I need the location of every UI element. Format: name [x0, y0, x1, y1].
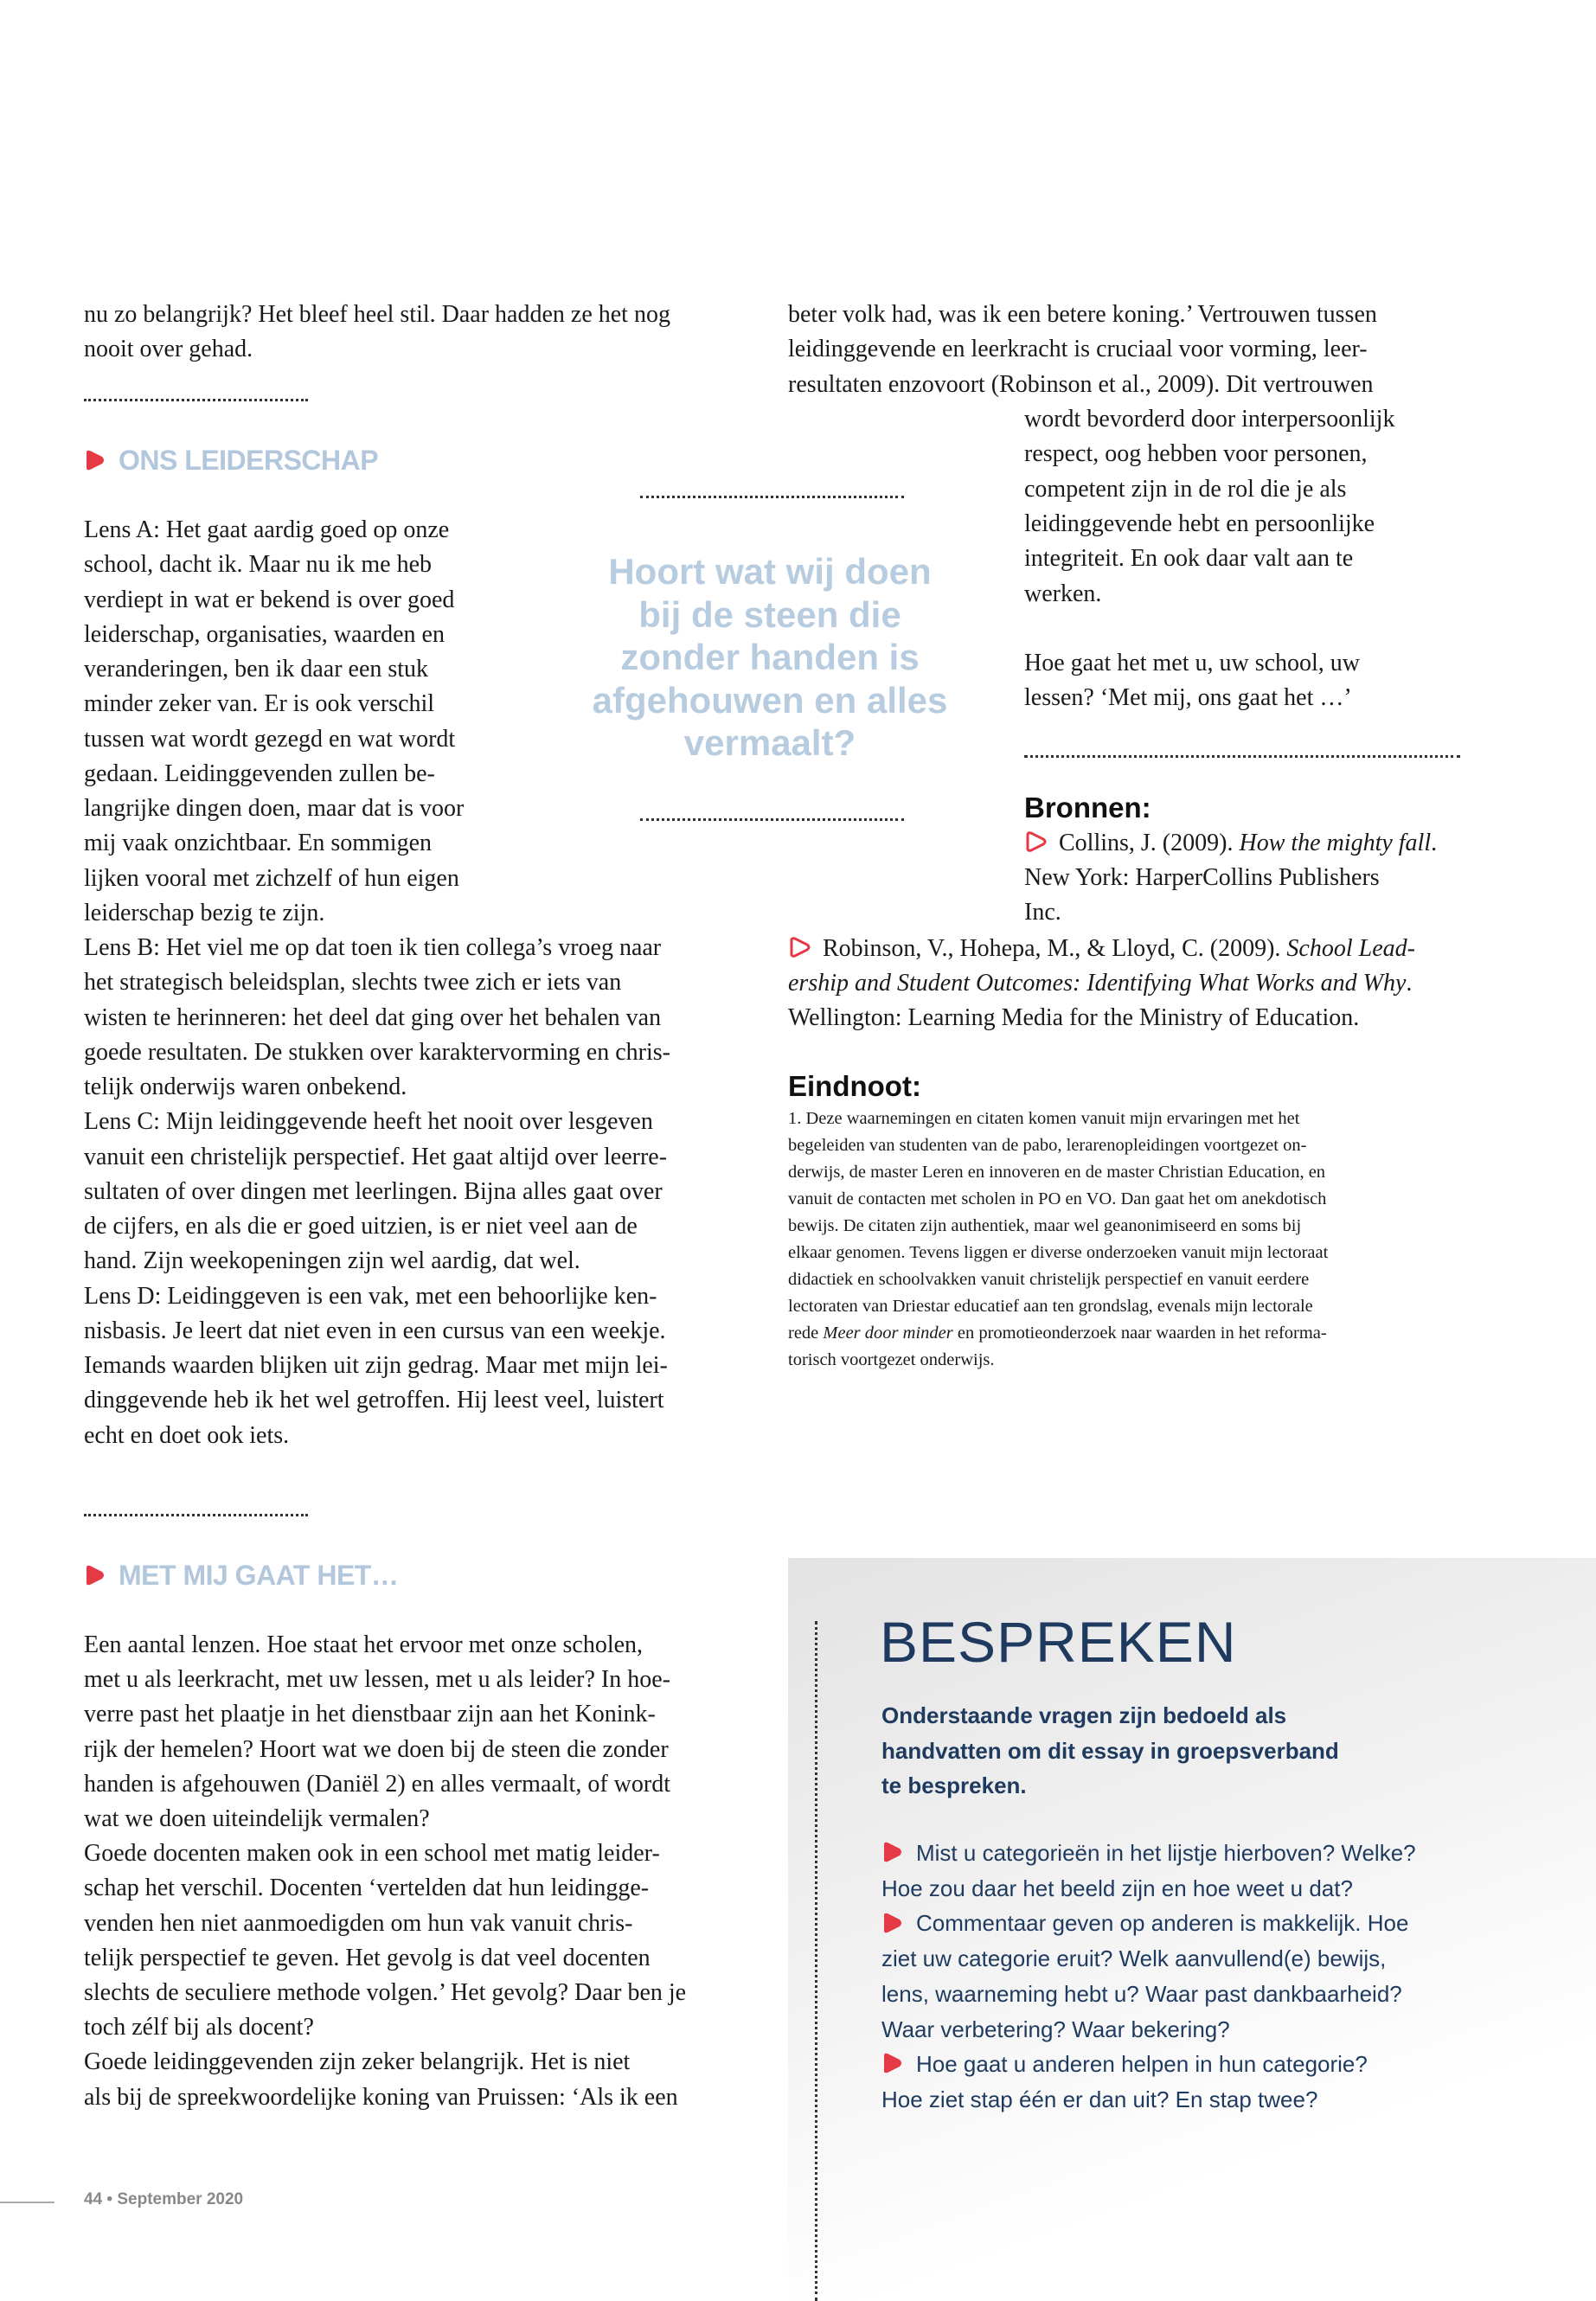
- text-line: Een aantal lenzen. Hoe staat het ervoor met onze scholen,: [84, 1631, 644, 1658]
- quote-divider-top: [640, 496, 904, 498]
- text-line: goede resultaten. De stukken over karaktervorming en chris-: [84, 1038, 670, 1066]
- divider: [1024, 755, 1460, 758]
- text-line: te bespreken.: [881, 1772, 1027, 1799]
- text-line: derwijs, de master Leren en innoveren en de master Christian Education, en: [788, 1163, 1326, 1182]
- text-line: wat we doen uiteindelijk vermalen?: [84, 1805, 430, 1832]
- eindnoot-heading: Eindnoot:: [788, 1070, 921, 1102]
- text-line: respect, oog hebben voor personen,: [1024, 440, 1368, 468]
- text-line: het strategisch beleidsplan, slechts twee zich er iets van: [84, 969, 622, 997]
- footnote-title: Meer door minder: [823, 1324, 953, 1343]
- ref-title: ership and Student Outcomes: Identifying What Works and Why: [788, 970, 1407, 997]
- text-line: verre past het plaatje in het dienstbaar zijn aan het Konink-: [84, 1701, 656, 1728]
- section-heading-text: MET MIJ GAAT HET…: [119, 1560, 399, 1591]
- text-line: werken.: [1024, 580, 1102, 607]
- text-line: integriteit. En ook daar valt aan te: [1024, 545, 1354, 573]
- question-line: [881, 1875, 1353, 1902]
- divider: [84, 399, 308, 401]
- footnote-text: rede: [788, 1324, 824, 1343]
- text-line: didactiek en schoolvakken vanuit christelijk perspectief en vanuit eerdere: [788, 1270, 1310, 1289]
- text-line: Iemands waarden blijken uit zijn gedrag. Maar met mijn lei-: [84, 1352, 668, 1379]
- question-text: Commentaar geven op anderen is makkelijk. Hoe: [916, 1910, 1409, 1937]
- question-line: [881, 2086, 1317, 2113]
- text-line: schap het verschil. Docenten ‘vertelden dat hun leidingge-: [84, 1875, 650, 1902]
- text-line: lectoraten van Driestar educatief aan ten grondslag, evenals mijn lectorale: [788, 1297, 1313, 1316]
- text-line: wordt bevorderd door interpersoonlijk: [1024, 406, 1395, 433]
- ref-publisher: Wellington: Learning Media for the Ministry of Education.: [788, 1004, 1360, 1031]
- text-line: venden hen niet aanmoedigden om hun vak vanuit chris-: [84, 1909, 633, 1937]
- question-line: [881, 2016, 1230, 2043]
- ref-title: How the mighty fall: [1239, 830, 1432, 856]
- text-line: de cijfers, en als die er goed uitzien, is er niet veel aan de: [84, 1213, 638, 1240]
- text-line: hand. Zijn weekopeningen zijn wel aardig, dat wel.: [84, 1247, 580, 1275]
- text-line: beter volk had, was ik een betere koning.’ Vertrouwen tussen: [788, 301, 1377, 328]
- ref-publisher: New York: HarperCollins Publishers: [1024, 864, 1380, 891]
- text-line: wisten te herinneren: het deel dat ging over het behalen van: [84, 1003, 662, 1031]
- text-line: handen is afgehouwen (Daniël 2) en alles vermaalt, of wordt: [84, 1770, 670, 1798]
- text-line: Hoort wat wij doen: [608, 551, 932, 592]
- text-line: nu zo belangrijk? Het bleef heel stil. Daar hadden ze het nog: [84, 301, 670, 328]
- text-line: mij vaak onzichtbaar. En sommigen: [84, 830, 433, 857]
- footnote-text: en promotieonderzoek naar waarden in het reforma-: [952, 1324, 1327, 1343]
- text-line: zonder handen is: [620, 637, 920, 677]
- pull-quote: [562, 550, 977, 765]
- divider: [84, 1514, 308, 1516]
- page-footer: [84, 2190, 243, 2209]
- text-line: leidinggevende hebt en persoonlijke: [1024, 510, 1375, 537]
- vertical-divider: [815, 1621, 817, 2301]
- text-line: dinggevende heb ik het wel getroffen. Hij leest veel, luistert: [84, 1387, 664, 1414]
- text-line: telijk perspectief te geven. Het gevolg is dat veel docenten: [84, 1944, 651, 1971]
- text-line: lijken vooral met zichzelf of hun eigen: [84, 864, 459, 892]
- issue-date: September 2020: [117, 2190, 244, 2208]
- section-heading-met-mij: [84, 1560, 398, 1592]
- text-line: nisbasis. Je leert dat niet even in een cursus van een weekje.: [84, 1317, 666, 1344]
- outline-bullet-icon: [788, 936, 812, 958]
- red-bullet-icon: [84, 1564, 106, 1586]
- text-line: echt en doet ook iets.: [84, 1421, 290, 1449]
- question-text: Hoe zou daar het beeld zijn en hoe weet u dat?: [881, 1875, 1353, 1901]
- text-line: Lens C: Mijn leidinggevende heeft het nooit over lesgeven: [84, 1108, 653, 1136]
- text-line: Goede docenten maken ook in een school met matig leider-: [84, 1840, 660, 1868]
- footer-separator: •: [106, 2190, 113, 2208]
- footer-rule: [0, 2202, 54, 2203]
- ref-publisher: Inc.: [1024, 899, 1061, 926]
- text-line: lessen? ‘Met mij, ons gaat het …’: [1024, 684, 1352, 712]
- text-line: resultaten enzovoort (Robinson et al., 2009). Dit vertrouwen: [788, 370, 1374, 398]
- text-line: leiderschap bezig te zijn.: [84, 899, 325, 926]
- text-line: Lens D: Leidinggeven is een vak, met een behoorlijke ken-: [84, 1282, 657, 1310]
- text-line: nooit over gehad.: [84, 336, 253, 363]
- section-heading-ons-leiderschap: [84, 445, 378, 477]
- text-line: leiderschap, organisaties, waarden en: [84, 620, 445, 648]
- text-line: afgehouwen en alles: [592, 679, 948, 721]
- question-text: Hoe gaat u anderen helpen in hun categorie?: [916, 2051, 1368, 2078]
- text-line: school, dacht ik. Maar nu ik me heb: [84, 551, 433, 579]
- question-text: Waar verbetering? Waar bekering?: [881, 2016, 1230, 2042]
- red-bullet-icon: [881, 1912, 904, 1934]
- text-line: handvatten om dit essay in groepsverband: [881, 1737, 1339, 1764]
- text-line: Lens A: Het gaat aardig goed op onze: [84, 516, 450, 543]
- text-line: Hoe gaat het met u, uw school, uw: [1024, 650, 1361, 676]
- text-line: vanuit de contacten met scholen in PO en VO. Dan gaat het om anekdotisch: [788, 1189, 1327, 1208]
- text-line: veranderingen, ben ik daar een stuk: [84, 656, 429, 683]
- ref-punct: .: [1406, 970, 1413, 997]
- text-line: bewijs. De citaten zijn authentiek, maar wel geanonimiseerd en soms bij: [788, 1216, 1302, 1235]
- text-line: Goede leidinggevenden zijn zeker belangrijk. Het is niet: [84, 2048, 631, 2076]
- text-line: elkaar genomen. Tevens liggen er diverse onderzoeken vanuit mijn lectoraat: [788, 1243, 1329, 1262]
- text-line: vanuit een christelijk perspectief. Het gaat altijd over leerre-: [84, 1143, 668, 1170]
- ref-author: Robinson, V., Hohepa, M., & Lloyd, C. (2009).: [823, 935, 1287, 962]
- question-text: Mist u categorieën in het lijstje hierboven? Welke?: [916, 1840, 1416, 1866]
- question-line: [881, 1840, 1416, 1867]
- text-line: competent zijn in de rol die je als: [1024, 475, 1347, 503]
- text-line: vermaalt?: [683, 722, 856, 763]
- text-line: rijk der hemelen? Hoort wat we doen bij de steen die zonder: [84, 1735, 669, 1763]
- question-text: lens, waarneming hebt u? Waar past dankbaarheid?: [881, 1980, 1402, 2007]
- text-line: bij de steen die: [638, 593, 901, 635]
- question-line: [881, 1910, 1408, 1937]
- text-line: tussen wat wordt gezegd en wat wordt: [84, 725, 456, 753]
- text-line: Lens B: Het viel me op dat toen ik tien collega’s vroeg naar: [84, 934, 662, 961]
- section-heading-text: ONS LEIDERSCHAP: [119, 445, 379, 476]
- text-line: begeleiden van studenten van de pabo, lerarenopleidingen voortgezet on-: [788, 1136, 1307, 1155]
- outline-bullet-icon: [1024, 830, 1048, 853]
- text-line: minder zeker van. Er is ook verschil: [84, 690, 435, 718]
- text-line: leidinggevende en leerkracht is cruciaal voor vorming, leer-: [788, 336, 1368, 363]
- question-line: [881, 1981, 1402, 2008]
- text-line: als bij de spreekwoordelijke koning van Pruissen: ‘Als ik een: [84, 2083, 678, 2111]
- text-line: toch zélf bij als docent?: [84, 2014, 314, 2041]
- text-line: met u als leerkracht, met uw lessen, met u als leider? In hoe-: [84, 1666, 670, 1694]
- red-bullet-icon: [84, 449, 106, 471]
- text-line: slechts de seculiere methode volgen.’ Het gevolg? Daar ben je: [84, 1979, 687, 2006]
- text-line: sultaten of over dingen met leerlingen. Bijna alles gaat over: [84, 1177, 663, 1205]
- question-text: ziet uw categorie eruit? Welk aanvullend(e) bewijs,: [881, 1945, 1387, 1972]
- text-line: gedaan. Leidinggevenden zullen be-: [84, 760, 435, 787]
- text-line: verdiept in wat er bekend is over goed: [84, 586, 455, 613]
- footnote-text: torisch voortgezet onderwijs.: [788, 1350, 995, 1369]
- text-line: Onderstaande vragen zijn bedoeld als: [881, 1702, 1287, 1728]
- question-text: Hoe ziet stap één er dan uit? En stap twee?: [881, 2086, 1318, 2112]
- question-line: [881, 2051, 1368, 2078]
- text-line: 1. Deze waarnemingen en citaten komen vanuit mijn ervaringen met het: [788, 1109, 1300, 1128]
- quote-divider-bottom: [640, 818, 904, 821]
- ref-title: School Lead-: [1286, 935, 1415, 962]
- red-bullet-icon: [881, 2052, 904, 2074]
- question-line: [881, 1945, 1386, 1972]
- text-line: langrijke dingen doen, maar dat is voor: [84, 795, 465, 822]
- bronnen-heading: Bronnen:: [1024, 792, 1151, 824]
- page-number: 44: [84, 2190, 103, 2208]
- ref-punct: .: [1431, 830, 1438, 856]
- bespreken-title: BESPREKEN: [880, 1610, 1237, 1674]
- ref-author: Collins, J. (2009).: [1059, 830, 1240, 856]
- red-bullet-icon: [881, 1841, 904, 1863]
- text-line: telijk onderwijs waren onbekend.: [84, 1074, 407, 1100]
